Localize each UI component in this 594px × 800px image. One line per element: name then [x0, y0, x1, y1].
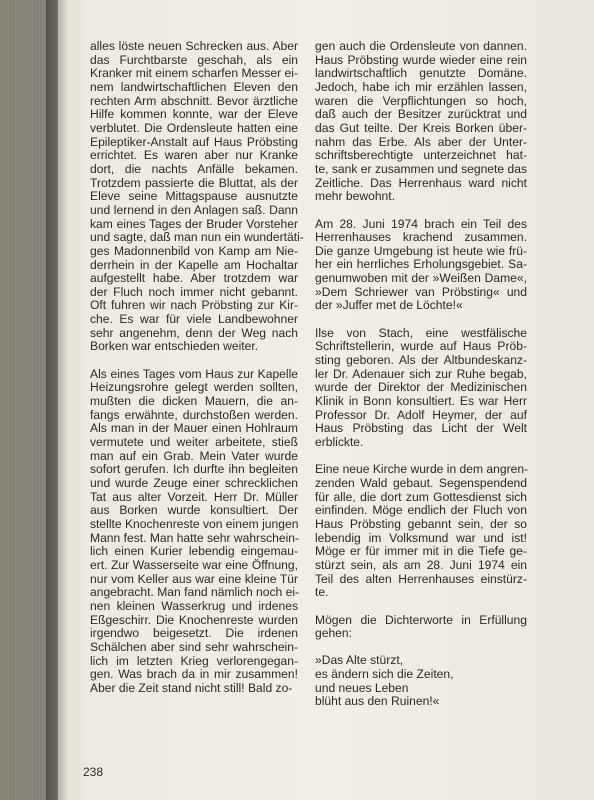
- text-line: zenden Wald gebaut. Segenspendend: [315, 475, 527, 490]
- text-line: aus Borken wurde konsultiert. Der: [90, 503, 298, 518]
- text-line: waren die Verpflichtungen so hoch,: [315, 93, 527, 108]
- text-line: lebendig im Volksmund war und ist!: [315, 530, 527, 545]
- text-line: errichtet. Es waren aber nur Kranke: [90, 148, 298, 163]
- text-line: Mögen die Dichterworte in Erfüllung: [315, 612, 527, 627]
- text-line: Trotzdem passierte die Bluttat, als der: [90, 175, 298, 190]
- left-text-column: [90, 39, 304, 695]
- text-line: Schälchen aber sind sehr wahrschein-: [90, 639, 298, 654]
- text-line: der Fluch noch immer nicht gebannt.: [90, 284, 298, 299]
- text-line: Tat aus alter Vorzeit. Herr Dr. Müller: [90, 489, 298, 504]
- text-line: ert. Zur Wasserseite war eine Öffnung,: [90, 557, 298, 572]
- text-line: irgendwo beigesetzt. Die irdenen: [90, 626, 298, 641]
- text-line: und sagte, daß man nun ein wundertäti-: [90, 230, 304, 245]
- text-line: sehr angenehm, denn der Weg nach: [90, 325, 298, 340]
- text-line: Haus Pröbsting wurde wieder eine rein: [315, 52, 527, 67]
- text-line: Teil des alten Herrenhauses einstürz-: [315, 571, 527, 586]
- text-line: nem landwirtschaftlichen Eleven den: [90, 79, 298, 94]
- text-line: Möge er für immer mit in die Tiefe ge-: [315, 544, 527, 559]
- text-line: Herrenhauses krachend zusammen.: [315, 230, 527, 245]
- text-line: alles löste neuen Schrecken aus. Aber: [90, 39, 298, 53]
- text-line: Schriftstellerin, wurde auf Haus Pröb-: [315, 339, 527, 354]
- text-line: te, sank er zusammen und segnete das: [315, 161, 527, 176]
- text-line: sofort gerufen. Ich durfte ihn begleiten: [90, 462, 298, 477]
- text-line: Jedoch, habe ich mir erzählen lassen,: [315, 79, 527, 94]
- text-line: Mann fest. Man hatte sehr wahrschein-: [90, 530, 300, 545]
- paragraph: [315, 327, 527, 450]
- text-line: rechten Arm abschnitt. Bevor ärztliche: [90, 93, 298, 108]
- text-line: Eleve seine Mittagspause ausnutzte: [90, 189, 298, 204]
- poem-line: »Das Alte stürzt,: [315, 653, 404, 668]
- text-line: fangs erwähnte, durchstoßen werden.: [90, 407, 298, 422]
- text-line: Eßgeschirr. Die Knochenreste wurden: [90, 612, 298, 627]
- right-text-column: [315, 40, 527, 709]
- text-line: kam eines Tages der Bruder Vorsteher: [90, 216, 298, 231]
- text-line: Epileptiker-Anstalt auf Haus Pröbsting: [90, 134, 298, 149]
- text-line: Eine neue Kirche wurde in dem angren-: [315, 462, 529, 477]
- paragraph: [315, 218, 527, 314]
- text-line: »Dem Schriewer van Pröbsting« und: [315, 284, 527, 299]
- text-line: landwirtschaftlich genutzte Domäne.: [315, 66, 527, 81]
- text-line: Ilse von Stach, eine westfälische: [315, 325, 527, 340]
- text-line: und lernend in den Anlagen saß. Dann: [90, 202, 298, 217]
- text-line: che. Es war für viele Landbewohner: [90, 312, 298, 327]
- paragraph-gap: [315, 641, 527, 655]
- text-line: angebracht. Man fand nämlich noch ei-: [90, 585, 300, 600]
- text-line: einfinden. Möge endlich der Fluch von: [315, 503, 527, 518]
- text-line: sting geboren. Als der Altbundeskanz-: [315, 353, 527, 368]
- text-line: Oft fuhren wir nach Pröbsting zur Kir-: [90, 298, 298, 313]
- text-line: Borken war entschieden weiter.: [90, 339, 259, 354]
- text-line: Aber die Zeit stand nicht still! Bald zo-: [90, 680, 293, 695]
- text-line: stürzt sein, als am 28. Juni 1974 ein: [315, 557, 527, 572]
- text-line: derrhein in der Kapelle am Hochaltar: [90, 257, 298, 272]
- paragraph-gap: [315, 204, 527, 218]
- paragraph: [315, 40, 527, 204]
- text-line: für alle, die dort zum Gottesdienst sich: [315, 489, 527, 504]
- text-line: Professor Dr. Adolf Heymer, der auf: [315, 407, 527, 422]
- paragraph: [315, 463, 527, 600]
- page-number: 238: [83, 765, 104, 779]
- text-line: Als man in der Mauer einen Hohlraum: [90, 421, 298, 436]
- paragraph-gap: [315, 450, 527, 464]
- text-line: mehr bewohnt.: [315, 189, 395, 204]
- text-line: her ein herrliches Erholungsgebiet. Sa-: [315, 257, 527, 272]
- gutter-shadow: [46, 0, 68, 800]
- text-line: das Furchtbarste geschah, als ein: [90, 52, 298, 67]
- text-line: mußten die dicken Mauern, die an-: [90, 394, 298, 409]
- text-line: ler Dr. Adenauer sich zur Ruhe begab,: [315, 366, 527, 381]
- text-line: das Gut teilte. Der Kreis Borken über-: [315, 120, 527, 135]
- text-line: lich im letzten Krieg verlorengegan-: [90, 653, 298, 668]
- text-line: gehen:: [315, 626, 352, 641]
- text-line: Haus Pröbsting gebannt sein, der so: [315, 516, 527, 531]
- text-line: Hilfe kommen konnte, war der Eleve: [90, 107, 298, 122]
- text-line: aufgestellt habe. Aber trotzdem war: [90, 271, 298, 286]
- text-line: stellte Knochenreste von einem jungen: [90, 516, 299, 531]
- text-line: verblutet. Die Ordensleute hatten eine: [90, 120, 298, 135]
- text-line: Die ganze Umgebung ist heute wie frü-: [315, 243, 527, 258]
- text-line: gen. Was brach da in mir zusammen!: [90, 667, 298, 682]
- paragraph-gap: [315, 313, 527, 327]
- text-line: Als eines Tages vom Haus zur Kapelle: [90, 366, 298, 381]
- text-line: nur vom Keller aus war eine kleine Tür: [90, 571, 298, 586]
- text-line: man auf ein Grab. Mein Vater wurde: [90, 448, 298, 463]
- text-line: Haus Pröbsting das Licht der Welt: [315, 421, 527, 436]
- paragraph-gap: [315, 600, 527, 614]
- text-line: Heizungsrohre gelegt werden sollten,: [90, 380, 298, 395]
- text-line: erblickte.: [315, 435, 364, 449]
- text-line: Zeitliche. Das Herrenhaus ward nicht: [315, 175, 527, 190]
- paragraph-gap: [90, 354, 298, 368]
- poem-line: es ändern sich die Zeiten,: [315, 667, 454, 682]
- text-line: und wurde Zeuge einer schrecklichen: [90, 475, 298, 490]
- text-line: schriftsberechtigte unterzeichnet hat-: [315, 148, 527, 163]
- text-line: ges Madonnenbild von Kamp am Nie-: [90, 243, 298, 258]
- text-line: nen kleinen Wasserkrug und irdenes: [90, 598, 298, 613]
- text-line: genumwoben mit der »Weißen Dame«,: [315, 271, 527, 286]
- text-line: Klinik in Bonn konsultiert. Es war Herr: [315, 394, 527, 409]
- paragraph: [90, 39, 304, 354]
- text-line: lich einen Kurier lebendig eingemau-: [90, 544, 298, 559]
- text-line: der »Juffer met de Löchte!«: [315, 298, 463, 313]
- text-line: te.: [315, 585, 329, 600]
- text-line: Kranker mit einem scharfen Messer ei-: [90, 66, 298, 81]
- text-line: nahm das Erbe. Als aber der Unter-: [315, 134, 527, 149]
- poem-line: und neues Leben: [315, 680, 409, 695]
- text-line: vermutete und weiter arbeitete, stieß: [90, 435, 298, 450]
- text-line: Am 28. Juni 1974 brach ein Teil des: [315, 216, 527, 231]
- text-line: dort, die nachts Anfälle bekamen.: [90, 161, 298, 176]
- paragraph: [90, 368, 298, 696]
- poem-line: blüht aus den Ruinen!«: [315, 694, 440, 709]
- text-line: daß auch der Besitzer zurücktrat und: [315, 107, 527, 122]
- poem-quote: [315, 654, 527, 709]
- text-line: wurde der Direktor der Medizinischen: [315, 380, 527, 395]
- text-line: gen auch die Ordensleute von dannen.: [315, 39, 527, 53]
- paragraph: [315, 614, 527, 641]
